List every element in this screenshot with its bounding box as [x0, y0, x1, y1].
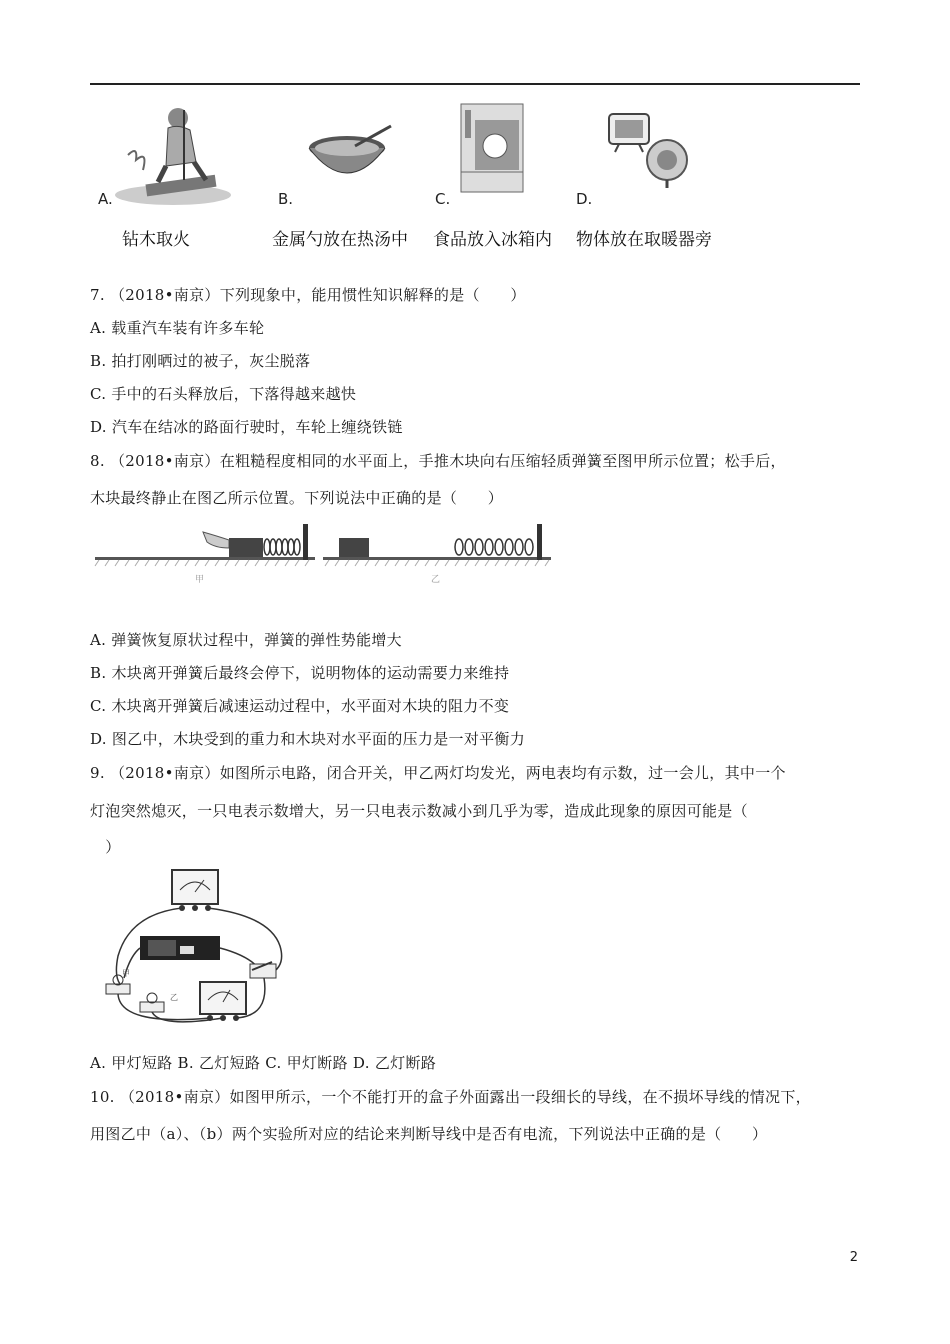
q8-stem-line2: 木块最终静止在图乙所示位置。下列说法中正确的是（ ） [90, 489, 504, 507]
spring-block-figure [95, 518, 555, 590]
q7-option-c: C. 手中的石头释放后，下落得越来越快 [90, 385, 357, 403]
option-d-picture [605, 108, 700, 193]
q7-option-a: A. 载重汽车装有许多车轮 [90, 319, 265, 337]
option-d-letter: D. [576, 190, 593, 208]
option-c-picture [455, 102, 530, 194]
q7-stem: 7. （2018•南京）下列现象中，能用惯性知识解释的是（ ） [90, 286, 526, 304]
q8-stem-line1: 8. （2018•南京）在粗糙程度相同的水平面上，手推木块向右压缩轻质弹簧至图甲所示位置；松手后， [90, 452, 786, 470]
option-b-letter: B. [278, 190, 294, 208]
q10-stem-line2: 用图乙中（a）、（b）两个实验所对应的结论来判断导线中是否有电流，下列说法中正确的是（ ） [90, 1125, 768, 1143]
option-b-picture [305, 118, 395, 190]
option-a-picture [108, 100, 238, 210]
q7-option-b: B. 拍打刚晒过的被子，灰尘脱落 [90, 352, 311, 370]
q8-option-a: A. 弹簧恢复原状过程中，弹簧的弹性势能增大 [90, 631, 402, 649]
q8-option-c: C. 木块离开弹簧后减速运动过程中，水平面对木块的阻力不变 [90, 697, 510, 715]
option-d-caption: 物体放在取暖器旁 [576, 230, 712, 250]
option-c-letter: C. [435, 190, 451, 208]
circuit-figure [100, 866, 300, 1036]
q9-options: A. 甲灯短路 B. 乙灯短路 C. 甲灯断路 D. 乙灯断路 [90, 1054, 437, 1072]
figure-label-right: 乙 [431, 575, 441, 585]
q8-option-b: B. 木块离开弹簧后最终会停下，说明物体的运动需要力来维持 [90, 664, 510, 682]
option-a-letter: A. [98, 190, 113, 208]
q10-stem-line1: 10. （2018•南京）如图甲所示，一个不能打开的盒子外面露出一段细长的导线，在不损坏导线的情况下， [90, 1088, 811, 1106]
page-number: 2 [849, 1250, 858, 1265]
q8-option-d: D. 图乙中，木块受到的重力和木块对水平面的压力是一对平衡力 [90, 730, 526, 748]
q9-stem-line1: 9. （2018•南京）如图所示电路，闭合开关，甲乙两灯均发光，两电表均有示数，过一会儿，其中一个 [90, 764, 786, 782]
header-rule [90, 83, 860, 85]
q9-stem-line3: ） [90, 838, 121, 856]
option-c-caption: 食品放入冰箱内 [433, 230, 552, 250]
q7-option-d: D. 汽车在结冰的路面行驶时，车轮上缠绕铁链 [90, 418, 403, 436]
option-b-caption: 金属勺放在热汤中 [272, 230, 408, 250]
lamp-label-b: 乙 [170, 993, 178, 1002]
option-a-caption: 钻木取火 [122, 230, 190, 250]
q9-stem-line2: 灯泡突然熄灭，一只电表示数增大，另一只电表示数减小到几乎为零，造成此现象的原因可能是（ [90, 802, 748, 820]
figure-label-left: 甲 [195, 575, 205, 585]
lamp-label-a: 甲 [122, 969, 130, 978]
